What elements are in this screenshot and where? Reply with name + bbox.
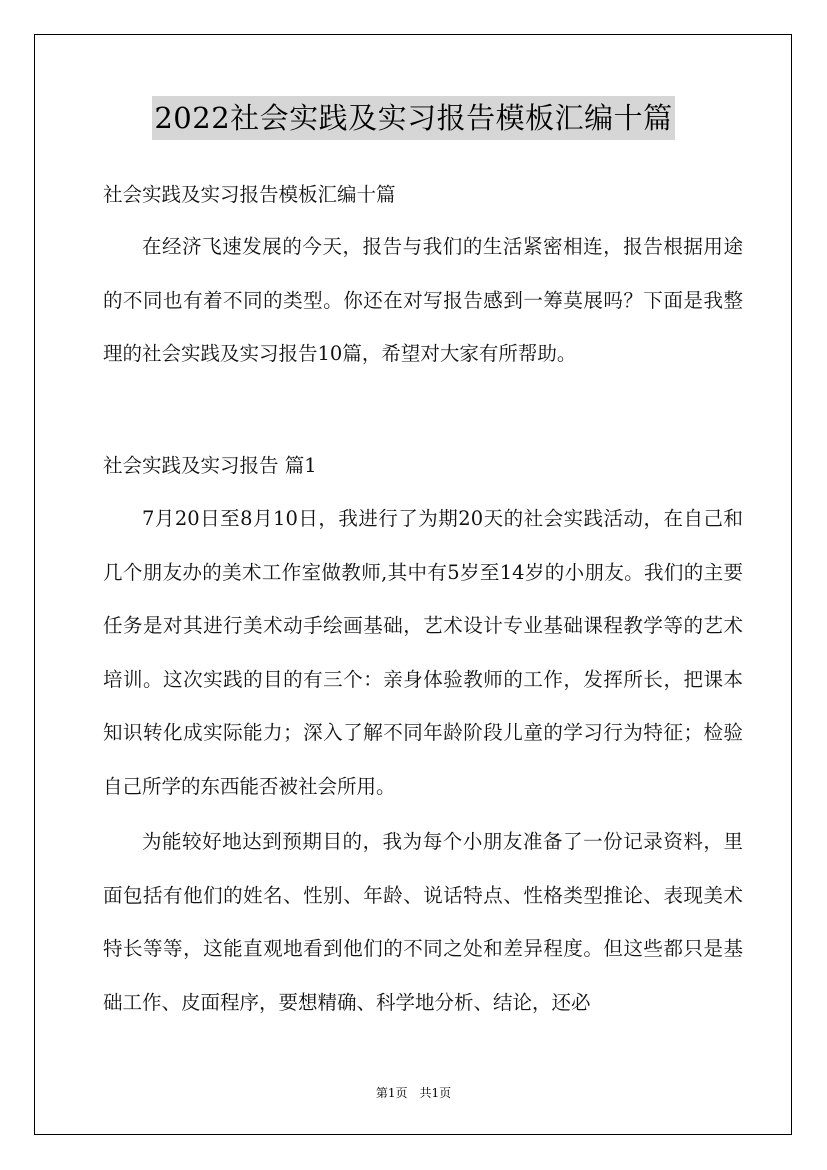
body-paragraph-2: 为能较好地达到预期目的，我为每个小朋友准备了一份记录资料，里面包括有他们的姓名、性别、年龄、说话特点、性格类型推论、表现美术特长等等，这能直观地看到他们的不同之处和差异程度。但这些都只是基础工作、皮面程序，要想精确、科学地分析、结论，还必 xyxy=(103,830,743,1014)
page-total: 共1页 xyxy=(419,1086,452,1100)
body-paragraph-1: 7月20日至8月10日，我进行了为期20天的社会实践活动，在自己和几个朋友办的美术工作室做教师,其中有5岁至14岁的小朋友。我们的主要任务是对其进行美术动手绘画基础，艺术设计专业基础课程教学等的艺术培训。这次实践的目的有三个：亲身体验教师的工作，发挥所长，把课本知识转化成实际能力；深入了解不同年龄阶段儿童的学习行为特征；检验自己所学的东西能否被社会所用。 xyxy=(103,507,743,798)
page-number: 第1页 xyxy=(375,1086,408,1100)
document-subtitle: 社会实践及实习报告模板汇编十篇 xyxy=(103,183,396,206)
page-footer xyxy=(0,1084,827,1101)
section-heading: 社会实践及实习报告 篇1 xyxy=(103,454,317,477)
title-container xyxy=(0,96,827,140)
document-title: 2022社会实践及实习报告模板汇编十篇 xyxy=(152,96,674,140)
intro-paragraph: 在经济飞速发展的今天，报告与我们的生活紧密相连，报告根据用途的不同也有着不同的类型。你还在对写报告感到一筹莫展吗？下面是我整理的社会实践及实习报告10篇，希望对大家有所帮助。 xyxy=(103,235,743,365)
